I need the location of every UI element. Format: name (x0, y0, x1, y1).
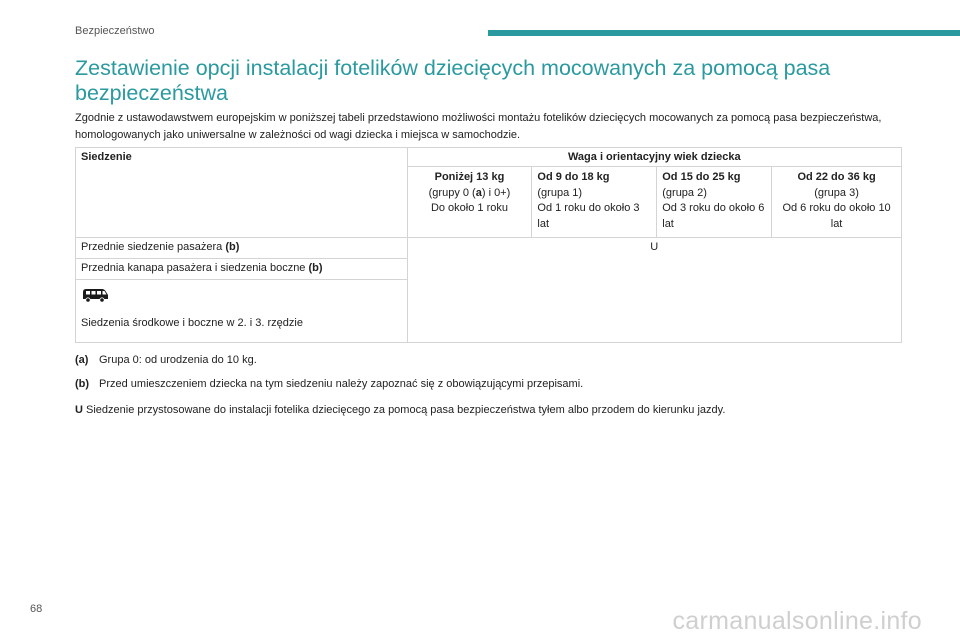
weight-group-title: Od 22 do 36 kg (797, 171, 876, 183)
seat-note-key: (b) (225, 241, 240, 253)
table-header-row (76, 148, 902, 167)
weight-group-age: Od 1 roku do około 3 lat (537, 202, 640, 230)
weight-group-3 (772, 167, 902, 238)
seat-front-passenger (76, 238, 408, 259)
weight-group-subtitle: (grupa 1) (537, 186, 583, 199)
weight-group-note-key: a (475, 186, 482, 199)
van-icon (81, 287, 109, 303)
seat-note-key: (b) (308, 262, 323, 274)
footnote-text: Przed umieszczeniem dziecka na tym siedzeniu należy zapoznać się z obowiązującymi przepisami. (99, 378, 584, 390)
seat-front-bench (76, 259, 408, 280)
weight-group-title: Od 9 do 18 kg (537, 171, 610, 183)
legend-key: U (75, 404, 83, 416)
weight-group-title: Od 15 do 25 kg (662, 171, 741, 183)
footnote-b (75, 378, 583, 390)
weight-group-subtitle (413, 186, 527, 202)
weight-group-age: Od 3 roku do około 6 lat (662, 202, 765, 230)
footnote-a (75, 354, 257, 366)
weight-group-1 (532, 167, 657, 238)
weight-group-subtitle: (grupa 3) (814, 186, 859, 199)
weight-group-subtitle-pre: (grupy 0 ( (428, 186, 476, 199)
watermark: carmanualsonline.info (672, 607, 922, 635)
seat-label: Przednie siedzenie pasażera (81, 241, 226, 253)
section-label: Bezpieczeństwo (75, 25, 155, 37)
seat-label: Przednia kanapa pasażera i siedzenia boczne (81, 262, 309, 274)
weight-group-age: Od 6 roku do około 10 lat (782, 202, 891, 230)
weight-group-subtitle: (grupa 2) (662, 186, 707, 199)
legend-text: Siedzenie przystosowane do instalacji fotelika dziecięcego za pomocą pasa bezpieczeństwa tyłem albo przodem do kierunku jazdy. (82, 404, 726, 416)
page-number: 68 (30, 603, 43, 615)
footnote-text: Grupa 0: od urodzenia do 10 kg. (99, 354, 257, 366)
intro-paragraph: Zgodnie z ustawodawstwem europejskim w poniższej tabeli przedstawiono możliwości montażu fotelików dziecięcych mocowanych za pomocą pasa bezpieczeństwa, homologowanych jako uniwersalne w zależności od wagi dziecka i miejsca w samochodzie. (75, 112, 882, 141)
weight-group-age: Do około 1 roku (430, 202, 508, 214)
child-seat-table (75, 147, 902, 343)
page-title: Zestawienie opcji instalacji fotelików dziecięcych mocowanych za pomocą pasa bezpieczeństwa (75, 56, 831, 105)
seat-rear-rows (76, 280, 408, 343)
header-accent-bar (488, 30, 960, 36)
col-header-seat: Siedzenie (76, 148, 408, 238)
table-row (76, 238, 902, 259)
weight-group-2 (657, 167, 772, 238)
weight-group-0 (407, 167, 532, 238)
footnote-key: (b) (75, 378, 90, 390)
suitability-value: U (407, 238, 901, 343)
seat-label: Siedzenia środkowe i boczne w 2. i 3. rzędzie (81, 317, 303, 329)
weight-group-subtitle-post: ) i 0+) (481, 186, 511, 199)
col-header-weight: Waga i orientacyjny wiek dziecka (407, 148, 901, 167)
footnote-key: (a) (75, 354, 89, 366)
weight-group-title: Poniżej 13 kg (434, 171, 505, 183)
legend-u (75, 404, 725, 416)
